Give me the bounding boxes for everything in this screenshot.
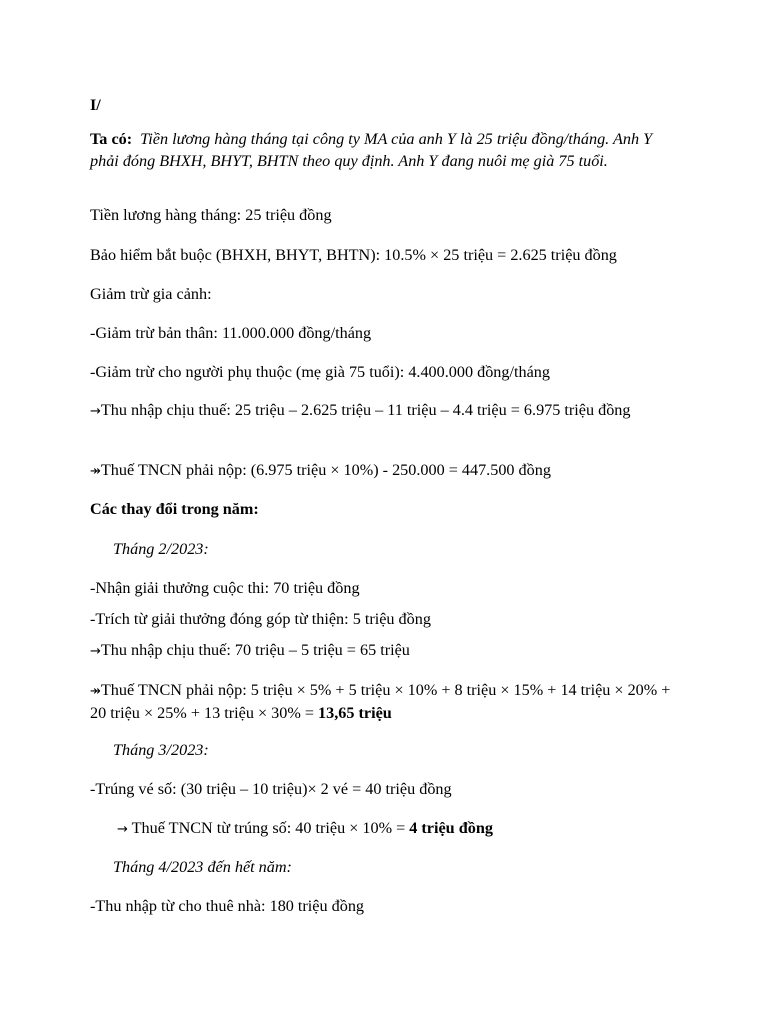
feb-taxable-text: Thu nhập chịu thuế: 70 triệu – 5 triệu = 65 triệu — [100, 641, 410, 659]
feb-tax-text: Thuế TNCN phải nộp: 5 triệu × 5% + 5 triệu × 10% + 8 triệu × 15% + 14 triệu × 20% + 20 triệu × 25% + 13 triệu × 30% = — [90, 681, 671, 722]
deduction-self-line: -Giảm trừ bản thân: 11.000.000 đồng/tháng — [90, 324, 372, 342]
feb-tax-paragraph — [90, 680, 680, 724]
deduction-dependent-line: -Giảm trừ cho người phụ thuộc (mẹ già 75 tuổi): 4.400.000 đồng/tháng — [90, 363, 550, 381]
feb-taxable-paragraph — [90, 640, 680, 663]
double-arrow-icon: ↠ — [90, 684, 101, 699]
right-arrow-icon: → — [117, 822, 128, 837]
intro-label: Ta có: — [90, 130, 133, 148]
feb-tax-total: 13,65 triệu — [318, 703, 392, 722]
feb-prize-line: -Nhận giải thưởng cuộc thi: 70 triệu đồng — [90, 579, 360, 597]
intro-paragraph — [90, 129, 680, 172]
insurance-line: Bảo hiểm bắt buộc (BHXH, BHYT, BHTN): 10.5% × 25 triệu = 2.625 triệu đồng — [90, 246, 617, 264]
taxable-income-paragraph — [90, 400, 680, 423]
salary-line: Tiền lương hàng tháng: 25 triệu đồng — [90, 206, 332, 224]
taxable-income-text: Thu nhập chịu thuế: 25 triệu – 2.625 triệu – 11 triệu – 4.4 triệu = 6.975 triệu đồng — [100, 401, 631, 419]
intro-text: Tiền lương hàng tháng tại công ty MA của anh Y là 25 triệu đồng/tháng. Anh Y phải đóng BHXH, BHYT, BHTN theo quy định. Anh Y đang nuôi mẹ già 75 tuổi. — [90, 130, 653, 170]
deduction-title: Giảm trừ gia cảnh: — [90, 285, 212, 303]
feb-charity-line: -Trích từ giải thưởng đóng góp từ thiện: 5 triệu đồng — [90, 610, 431, 628]
mar-lottery-line: -Trúng vé số: (30 triệu – 10 triệu)× 2 vé = 40 triệu đồng — [90, 780, 452, 798]
double-arrow-icon: ↠ — [90, 464, 101, 479]
mar-tax-text: Thuế TNCN từ trúng số: 40 triệu × 10% = — [127, 819, 410, 837]
tax-payable-paragraph — [90, 460, 680, 483]
mar-tax-total: 4 triệu đồng — [409, 819, 493, 837]
changes-title: Các thay đổi trong năm: — [90, 500, 259, 518]
apr-rental-line: -Thu nhập từ cho thuê nhà: 180 triệu đồng — [90, 897, 365, 915]
tax-payable-text: Thuế TNCN phải nộp: (6.975 triệu × 10%) - 250.000 = 447.500 đồng — [100, 461, 551, 479]
right-arrow-icon: → — [90, 404, 101, 419]
section-heading: I/ — [90, 96, 101, 114]
mar-title: Tháng 3/2023: — [113, 741, 209, 759]
mar-tax-paragraph — [117, 818, 707, 841]
right-arrow-icon: → — [90, 644, 101, 659]
feb-title: Tháng 2/2023: — [113, 540, 209, 558]
apr-title: Tháng 4/2023 đến hết năm: — [113, 858, 292, 876]
